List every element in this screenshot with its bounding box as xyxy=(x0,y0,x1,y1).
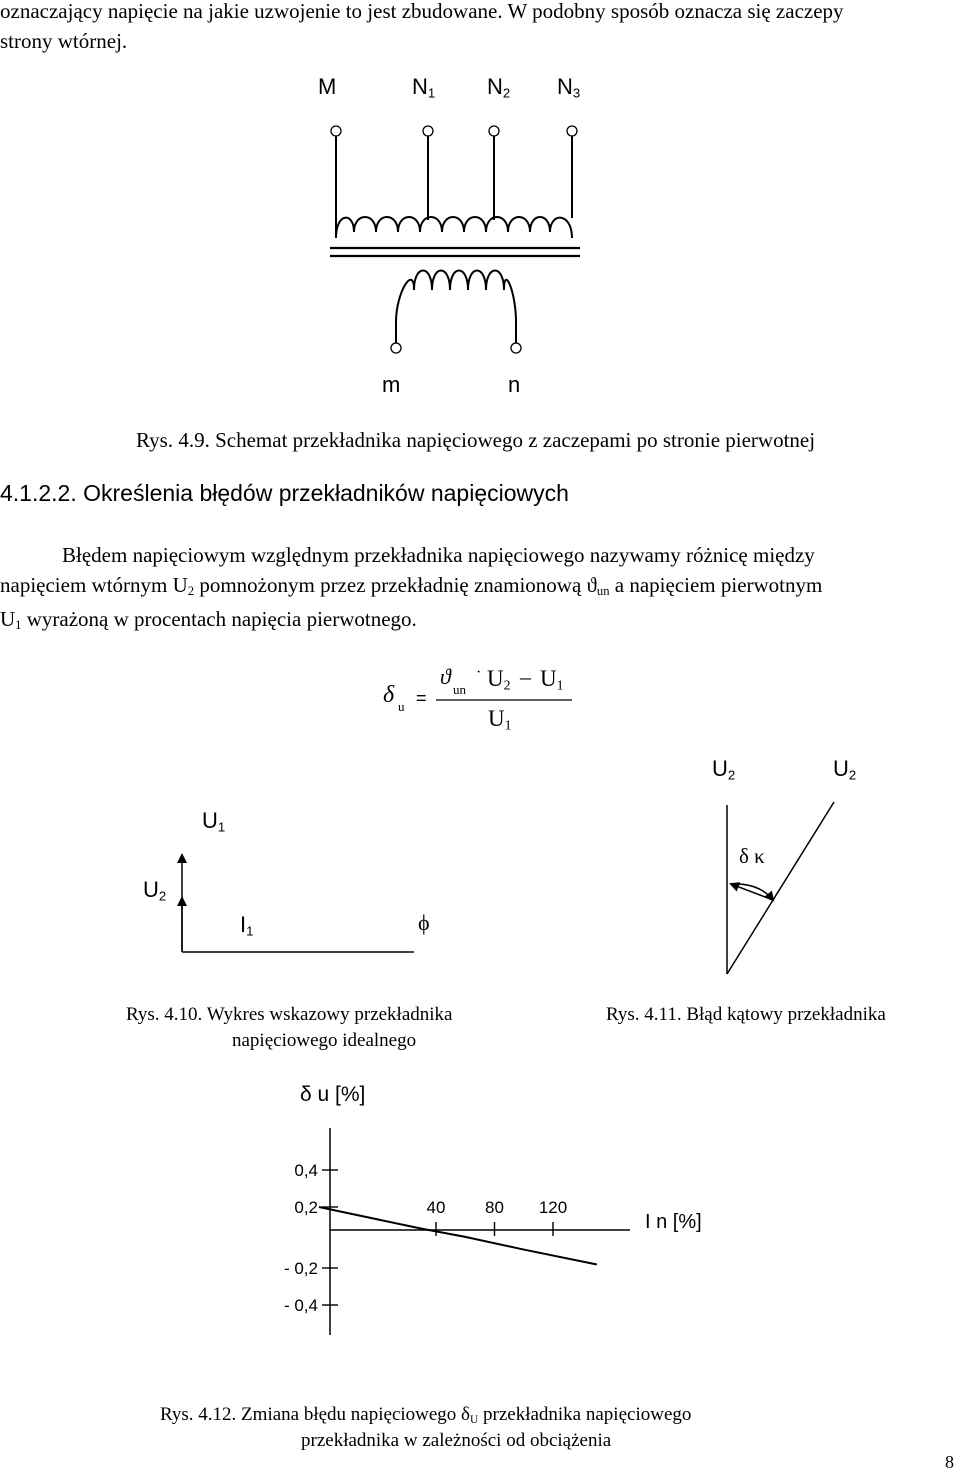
y-tick-label-3: - 0,4 xyxy=(283,1296,318,1315)
intro-line-2: strony wtórnej. xyxy=(0,29,128,53)
body-line-1: Błędem napięciowym względnym przekładnika napięciowego nazywamy różnicę między xyxy=(62,543,815,567)
label-m: m xyxy=(382,372,401,397)
formula-theta-sub: un xyxy=(453,682,466,697)
caption-4-12-line-1: Rys. 4.12. Zmiana błędu napięciowego $\delta_U$ przekładnika napięciowego xyxy=(160,1404,692,1426)
caption-4-12-line-2: przekładnika w zależności od obciążenia xyxy=(301,1430,612,1451)
formula-delta: δ xyxy=(383,682,395,708)
intro-line-1: oznaczający napięcie na jakie uzwojenie to jest zbudowane. W podobny sposób oznacza się zaczepy xyxy=(0,0,844,23)
caption-4-9: Rys. 4.9. Schemat przekładnika napięciowego z zaczepami po stronie pierwotnej xyxy=(136,428,816,452)
x-tick-label-0: 40 xyxy=(426,1198,446,1217)
formula-equals: = xyxy=(416,688,427,708)
label-N2: $N_2$ xyxy=(487,74,511,101)
formula-theta: ϑ xyxy=(440,664,451,689)
page-number: 8 xyxy=(945,1452,954,1472)
formula-denominator: $U_1$ xyxy=(488,706,512,733)
caption-4-10-line-2: napięciowego idealnego xyxy=(232,1030,417,1051)
y-tick-label-0: 0,4 xyxy=(294,1161,318,1180)
y-tick-label-1: 0,2 xyxy=(294,1198,318,1217)
x-tick-label-2: 120 xyxy=(538,1198,568,1217)
label-delta-kappa: δ κ xyxy=(739,844,765,868)
label-M: M xyxy=(318,74,337,99)
label-U2-left: $U_2$ xyxy=(712,756,736,783)
label-N1: $N_1$ xyxy=(412,74,436,101)
formula-dot: · xyxy=(476,664,482,681)
label-U2: $U_2$ xyxy=(143,877,167,904)
y-tick-label-2: - 0,2 xyxy=(283,1259,318,1278)
body-line-3: $U_1$ wyrażoną w procentach napięcia pierwotnego. xyxy=(0,607,417,633)
formula-U2: $U_2$ xyxy=(487,666,511,693)
y-axis-label: δ u [%] xyxy=(300,1083,366,1106)
label-n: n xyxy=(508,372,521,397)
x-axis-label: I n [%] xyxy=(645,1211,702,1233)
label-N3: $N_3$ xyxy=(557,74,581,101)
x-tick-label-1: 80 xyxy=(485,1198,504,1217)
section-heading: 4.1.2.2. Określenia błędów przekładników napięciowych xyxy=(0,480,569,506)
caption-4-10-line-1: Rys. 4.10. Wykres wskazowy przekładnika xyxy=(126,1004,453,1025)
caption-4-11: Rys. 4.11. Błąd kątowy przekładnika xyxy=(606,1004,886,1025)
label-phi: ϕ xyxy=(418,910,430,935)
label-I1: $I_1$ xyxy=(240,912,254,939)
label-U1: $U_1$ xyxy=(202,808,226,835)
formula-U1: $U_1$ xyxy=(540,666,564,693)
formula-delta-sub: u xyxy=(398,699,405,714)
label-U2-right: $U_2$ xyxy=(833,756,857,783)
formula-minus: – xyxy=(520,664,531,689)
body-line-2: napięciem wtórnym $U_2$ pomnożonym przez przekładnię znamionową $ϑ_{un}$ a napięciem pierwotnym xyxy=(0,573,823,599)
